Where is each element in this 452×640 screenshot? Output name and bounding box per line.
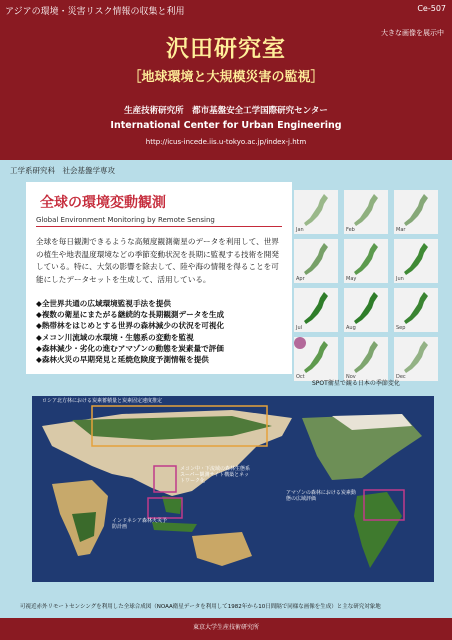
footer-text: 東京大学生産技術研究所 — [192, 624, 259, 631]
bullet-item: ◆森林減少・劣化の進むアマゾンの動態を炭素量で評価 — [36, 343, 224, 353]
lab-theme: ［地球環境と大規模災害の監視］ — [128, 70, 324, 85]
lab-url[interactable]: http://icus-incede.iis.u-tokyo.ac.jp/index-j.htm — [145, 138, 307, 146]
poster-code: Ce-507 — [417, 4, 446, 13]
institute-name: 生産技術研究所 都市基盤安全工学国際研究センター — [124, 106, 328, 116]
month-tile — [344, 337, 388, 381]
month-tile — [294, 239, 338, 283]
bullet-item: ◆メコン川流域の水環境・生態系の変動を監視 — [36, 332, 194, 342]
card-subtitle: Global Environment Monitoring by Remote Sensing — [36, 216, 215, 224]
top-strip — [0, 0, 452, 20]
month-label: Oct — [296, 374, 305, 380]
month-label: Jul — [296, 325, 303, 331]
month-tile — [294, 337, 338, 381]
month-tile — [394, 239, 438, 283]
month-label: Apr — [296, 276, 305, 282]
top-left-label: アジアの環境・災害リスク情報の収集と利用 — [5, 7, 185, 17]
footer-bar — [0, 618, 452, 640]
month-label: Jun — [396, 276, 404, 282]
header-banner — [0, 0, 452, 160]
bullet-list — [36, 298, 224, 365]
month-label: Sep — [396, 325, 406, 331]
card-title: 全球の環境変動観測 — [40, 195, 166, 211]
month-label: Jan — [296, 227, 304, 233]
month-label: Mar — [396, 227, 406, 233]
card-description: 全球を毎日観測できるような高頻度観測衛星のデータを利用して、世界の植生や地表温度環境などの季節変動状況を長期に監視する技術を開発している。特に、大気の影響を除去して、陸や海の情報を得ることを可能にしたデータセットを生成して、活用している。 — [36, 237, 279, 284]
bullet-item: ◆熱帯林をはじめとする世界の森林減少の状況を可視化 — [36, 321, 225, 331]
indonesia-annotation: インドネシア森林火災予防計画 — [112, 518, 167, 530]
english-center-name: International Center for Urban Engineering — [110, 120, 342, 131]
month-label: May — [346, 276, 357, 282]
month-tile — [344, 288, 388, 332]
world-vegetation-map — [32, 396, 434, 582]
department-label: 工学系研究科 社会基盤学専攻 — [10, 166, 115, 175]
month-tile — [344, 190, 388, 234]
japan-seasonal-grid — [294, 190, 438, 386]
amazon-annotation: アマゾンの森林における炭素動態の広域評価 — [286, 490, 356, 502]
bullet-item: ◆複数の衛星にまたがる継続的な長期観測データを生成 — [36, 310, 225, 320]
map-caption: 可視近赤外リモートセンシングを利用した全球合成図（NOAA衛星データを利用して1982年から10日間隔で同様な画像を生成）と主な研究対象地 — [20, 604, 381, 610]
month-label: Feb — [346, 227, 355, 233]
card-divider — [36, 226, 282, 227]
grid-caption: SPOT衛星で観る日本の季節変化 — [312, 380, 400, 387]
month-tile — [294, 288, 338, 332]
month-tile — [394, 337, 438, 381]
lab-name: 沢田研究室 — [166, 36, 286, 62]
month-label: Dec — [396, 374, 406, 380]
mekong-annotation: メコン中・下流域の森林生態系スーパー観測サイト構築とネットワーク化 — [180, 466, 251, 484]
month-tile — [394, 190, 438, 234]
month-label: Nov — [346, 374, 356, 380]
bullet-item: ◆森林火災の早期発見と延焼危険度予測情報を提供 — [36, 355, 209, 365]
month-label: Aug — [346, 325, 356, 331]
exhibit-note: 大きな画像を展示中 — [381, 29, 444, 37]
month-tile — [344, 239, 388, 283]
russia-annotation: ロシア北方林における炭素蓄積量と炭素固定速度推定 — [42, 398, 163, 404]
month-tile — [394, 288, 438, 332]
bullet-item: ◆全世界共通の広域環境監視手法を提供 — [36, 299, 171, 308]
month-tile — [294, 190, 338, 234]
description-card — [26, 182, 292, 374]
